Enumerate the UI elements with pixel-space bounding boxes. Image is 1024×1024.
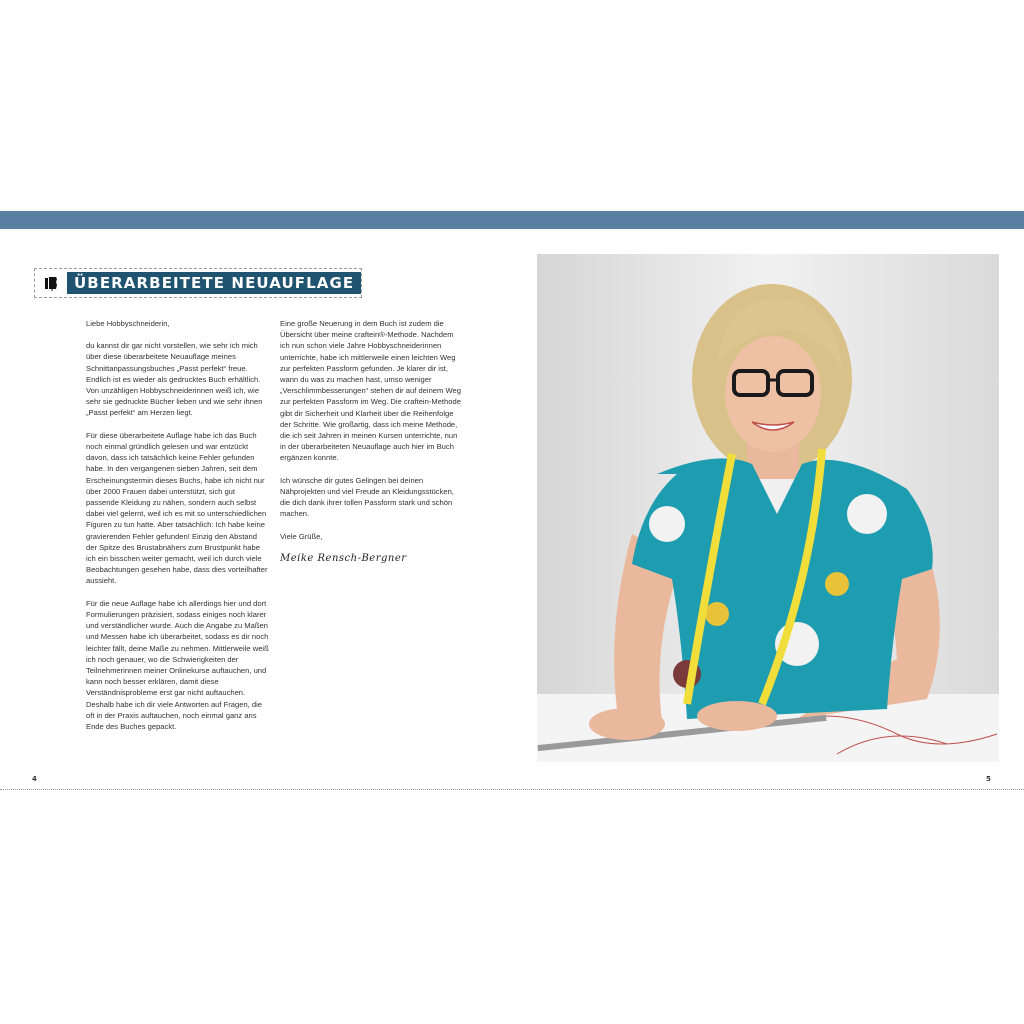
paragraph: Ich wünsche dir gutes Gelingen bei deinen Nähprojekten und viel Freude an Kleidungsstücken, die dich dank ihrer tollen Passform stark und schön machen.	[280, 475, 454, 519]
paragraph: Für die neue Auflage habe ich allerdings hier und dort Formulierungen präzisiert, sodass einiges noch klarer und verständlicher wurde. Auch die Angabe zu Maßen und Messen habe ich überarbeitet, sodass es dir noch leichter fällt, deine Maße zu nehmen. Mittlerweile weiß ich noch genauer, wo die Schwierigkeiten der Teilnehmerinnen meiner Onlinekurse auftauchen, und kann noch besser erklären, damit diese Verständnisprobleme erst gar nicht auftauchen. Deshalb habe ich dir viele Antworten auf Fragen, die oft in der Praxis auftauchen, noch einmal ganz ans Ende des Buches gepackt.	[86, 598, 269, 732]
footer-divider	[0, 789, 1024, 790]
letter-column-left	[86, 318, 270, 743]
paragraph: Für diese überarbeitete Auflage habe ich das Buch noch einmal gründlich gelesen und war entzückt davon, dass ich tatsächlich keine Fehler gefunden habe. In den vergangenen sieben Jahren, seit dem Erscheinungstermin dieses Buchs, habe ich nicht nur über 2000 Frauen dabei unterstützt, sich gut passende Kleidung zu nähen, sondern auch selbst dabei viel gelernt, weil ich es mit so unterschiedlichen Figuren zu tun hatte. Aber tatsächlich: Ich habe keine gravierenden Fehler gefunden! Einzig den Abstand der Spitze des Brustabnähers zum Brustpunkt habe ich ein bisschen weiter gemacht, weil ich durch viele Beobachtungen gesehen habe, dass dies vorteilhafter aussieht.	[86, 430, 268, 586]
dress-form-icon	[43, 275, 59, 291]
signature: Meike Rensch-Bergner	[280, 553, 407, 565]
letter-column-right	[280, 318, 464, 564]
paragraph: Eine große Neuerung in dem Buch ist zudem die Übersicht über meine craftein®-Methode. Nachdem ich nun schon viele Jahre Hobbyschneiderinnen unterrichte, habe ich mittlerweile einen leichten Weg zur perfekten Passform gefunden. Je klarer dir ist, wann du was zu machen hast, umso weniger „Verschlimmbesserungen“ stehen dir auf deinem Weg zur perfekten Passform im Weg. Die craftein-Methode gibt dir Sicherheit und Klarheit über die Reihenfolge der Schritte. Wie großartig, dass ich meine Methode, die ich seit Jahren in meinen Kursen unterrichte, nun in der überarbeiteten Neuauflage auch hier im Buch ergänzen konnte.	[280, 319, 461, 463]
top-color-band	[0, 211, 1024, 229]
paragraph: du kannst dir gar nicht vorstellen, wie sehr ich mich über diese überarbeitete Neuauflage meines Schnittanpassungsbuches „Passt perfekt“ freue. Endlich ist es wieder als gedrucktes Buch erhältlich. Von unzähligen Hobbyschneiderinnen weiß ich, wie sehr sie gedruckte Bücher lieben und wie sehr ihnen „Passt perfekt“ am Herzen liegt.	[86, 341, 263, 418]
page-number-left: 4	[32, 775, 37, 783]
closing: Viele Grüße,	[280, 531, 323, 541]
section-heading	[34, 268, 362, 298]
author-photo	[537, 254, 999, 762]
salutation: Liebe Hobbyschneiderin,	[86, 319, 170, 328]
page-number-right: 5	[986, 775, 991, 783]
section-title: ÜBERARBEITETE NEUAUFLAGE	[67, 272, 361, 294]
